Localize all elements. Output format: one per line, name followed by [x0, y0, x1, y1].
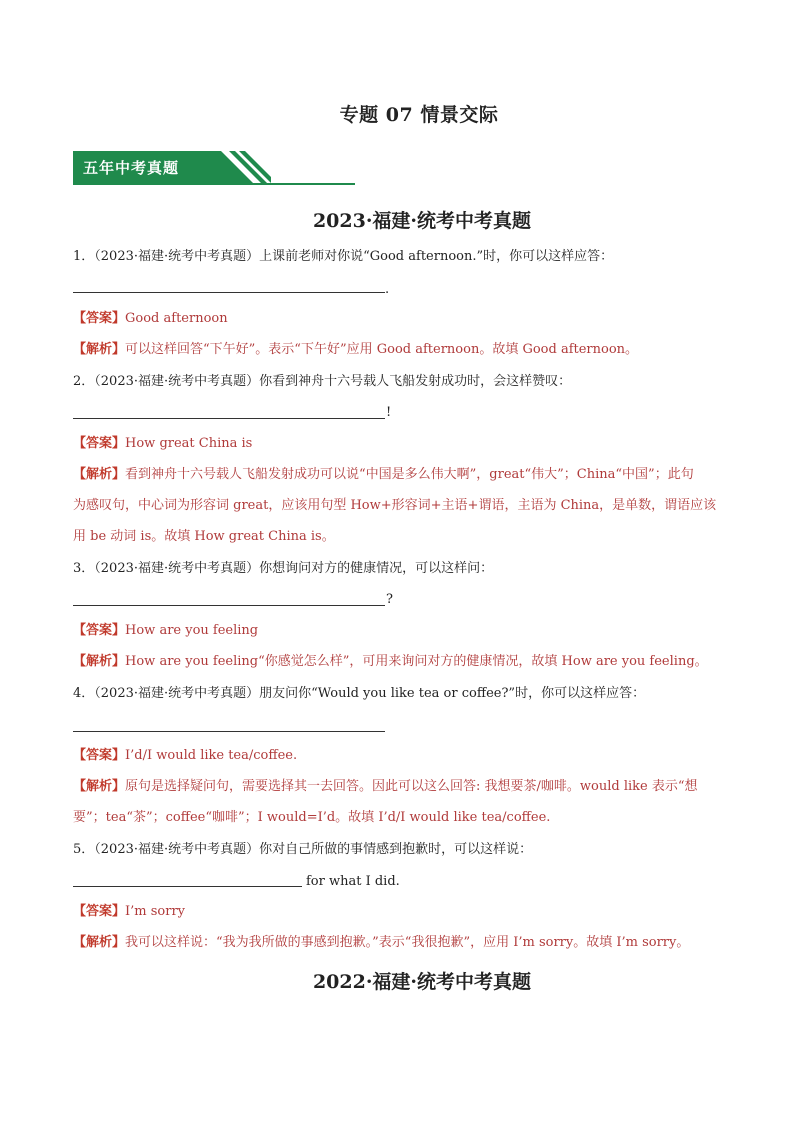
analysis-text: 看到神舟十六号载人飞船发射成功可以说“中国是多么伟大啊”，great“伟大”；China“中国”；此句	[125, 467, 694, 482]
question-prompt: 1．（2023·福建·统考中考真题）上课前老师对你说“Good afternoon.”时，你可以这样应答：	[73, 249, 614, 264]
analysis-line	[73, 779, 698, 795]
document-title: 专题 07 情景交际	[339, 104, 499, 126]
banner-underline	[73, 183, 355, 185]
answer-blank	[73, 292, 385, 293]
analysis-text: 原句是选择疑问句，需要选择其一去回答。因此可以这么回答: 我想要茶/咖啡。would like 表示“想	[125, 779, 698, 794]
question-prompt: 4．（2023·福建·统考中考真题）朋友问你“Would you like tea or coffee?”时，你可以这样应答：	[73, 686, 646, 701]
analysis-tag: 【解析】	[73, 654, 126, 669]
analysis-continuation: 为感叹句，中心词为形容词 great，应该用句型 How+形容词+主语+谓语，主语为 China，是单数，谓语应该	[73, 498, 717, 513]
question-prompt: 3．（2023·福建·统考中考真题）你想询问对方的健康情况，可以这样问：	[73, 561, 494, 576]
section-banner	[73, 151, 355, 185]
blank-ending: ?	[386, 592, 393, 607]
answer-text: I’d/I would like tea/coffee.	[125, 748, 298, 763]
analysis-line	[73, 935, 689, 951]
analysis-text: How are you feeling“你感觉怎么样”，可用来询问对方的健康情况，故填 How are you feeling。	[125, 654, 708, 669]
section-heading-2022: 2022·福建·统考中考真题	[312, 971, 532, 993]
answer-text: Good afternoon	[125, 311, 228, 326]
answer-line	[73, 311, 228, 327]
answer-line	[73, 748, 297, 764]
answer-blank	[73, 731, 385, 732]
answer-text: I’m sorry	[125, 904, 186, 919]
answer-blank	[73, 605, 385, 606]
answer-tag: 【答案】	[73, 311, 126, 326]
analysis-tag: 【解析】	[73, 935, 126, 950]
analysis-continuation: 要”；tea“茶”；coffee“咖啡”；I would=I’d。故填 I’d/I would like tea/coffee.	[73, 810, 551, 825]
section-heading-2023: 2023·福建·统考中考真题	[312, 210, 532, 232]
analysis-line	[73, 342, 638, 358]
answer-line	[73, 904, 185, 920]
banner-label: 五年中考真题	[83, 159, 180, 177]
blank-ending: for what I did.	[306, 874, 400, 889]
question-prompt: 2．（2023·福建·统考中考真题）你看到神舟十六号载人飞船发射成功时，会这样赞叹：	[73, 374, 572, 389]
analysis-text: 我可以这样说：“我为我所做的事感到抱歉。”表示“我很抱歉”，应用 I’m sorry。故填 I’m sorry。	[125, 935, 690, 950]
analysis-text: 可以这样回答“下午好”。表示“下午好”应用 Good afternoon。故填 Good afternoon。	[125, 342, 639, 357]
analysis-line	[73, 467, 694, 483]
answer-blank	[73, 886, 302, 887]
answer-tag: 【答案】	[73, 748, 126, 763]
blank-ending: !	[386, 405, 392, 420]
blank-ending: .	[385, 282, 390, 297]
answer-tag: 【答案】	[73, 904, 126, 919]
analysis-tag: 【解析】	[73, 342, 126, 357]
analysis-tag: 【解析】	[73, 467, 126, 482]
answer-line	[73, 436, 252, 452]
answer-blank	[73, 418, 385, 419]
question-prompt: 5．（2023·福建·统考中考真题）你对自己所做的事情感到抱歉时，可以这样说：	[73, 842, 533, 857]
analysis-continuation: 用 be 动词 is。故填 How great China is。	[73, 529, 335, 544]
banner-stripes-icon	[221, 151, 271, 183]
answer-tag: 【答案】	[73, 623, 126, 638]
analysis-tag: 【解析】	[73, 779, 126, 794]
answer-text: How are you feeling	[125, 623, 259, 638]
analysis-line	[73, 654, 708, 670]
answer-line	[73, 623, 258, 639]
answer-tag: 【答案】	[73, 436, 126, 451]
answer-text: How great China is	[125, 436, 253, 451]
